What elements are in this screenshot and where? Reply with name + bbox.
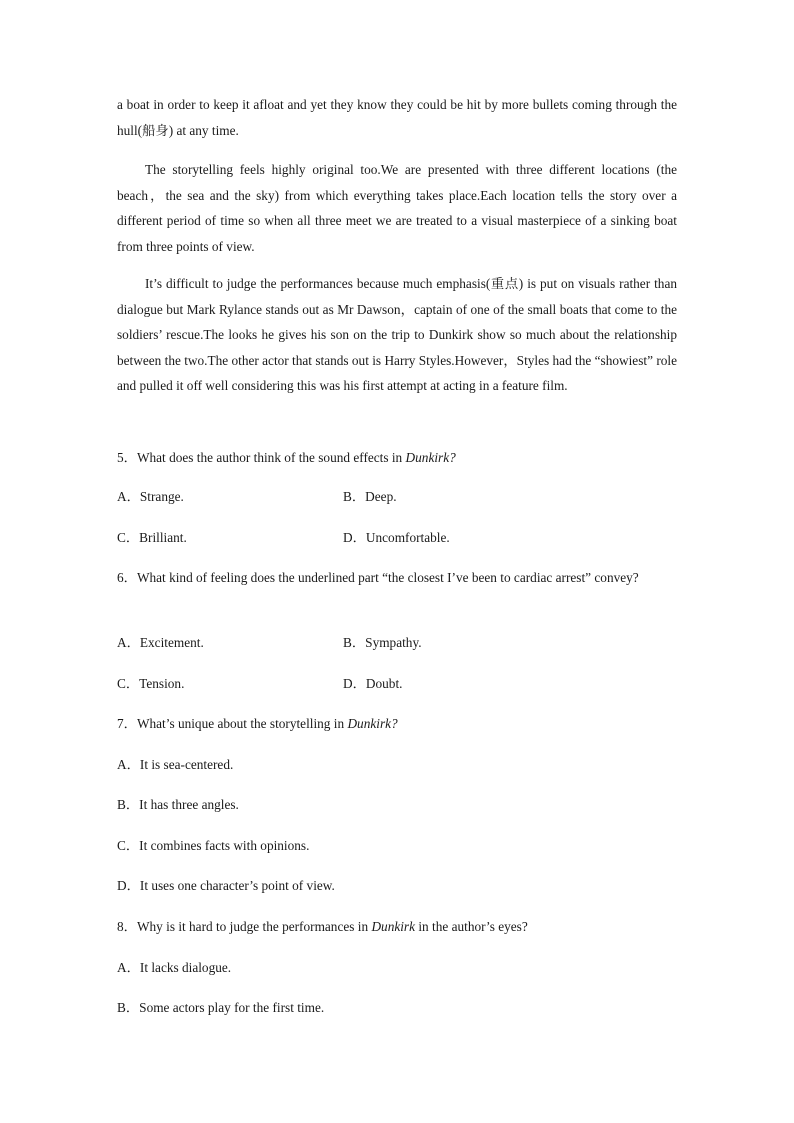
- passage-paragraph-1: a boat in order to keep it afloat and yet they know they could be hit by more bullets coming through the hull(船身) at any time.: [117, 97, 677, 138]
- passage-paragraph-2: The storytelling feels highly original too.We are presented with three different locations (the beach，the sea and the sky) from which everything takes place.Each location tells the story over a different period of time so when all three meet we are treated to a visual masterpiece of a sinking boat from three points of view.: [117, 162, 677, 254]
- question-7-option-b[interactable]: B．It has three angles.: [117, 797, 239, 812]
- question-6-stem: 6．What kind of feeling does the underlined part “the closest I’ve been to cardiac arrest” convey?: [117, 570, 639, 585]
- question-5-option-c[interactable]: C．Brilliant.: [117, 530, 187, 545]
- film-title: Dunkirk: [371, 919, 416, 934]
- question-5-option-d[interactable]: D．Uncomfortable.: [343, 530, 450, 545]
- question-7-stem: 7．What’s unique about the storytelling in Dunkirk?: [117, 716, 398, 731]
- question-7-option-c[interactable]: C．It combines facts with opinions.: [117, 838, 310, 853]
- question-6-option-c[interactable]: C．Tension.: [117, 676, 185, 691]
- question-number: 8．: [117, 919, 137, 934]
- passage-paragraph-3: It’s difficult to judge the performances because much emphasis(重点) is put on visuals rather than dialogue but Mark Rylance stands out as Mr Dawson，captain of one of the small boats that come to the soldiers’ rescue.The looks he gives his son on the trip to Dunkirk show so much about the relationship between the two.The other actor that stands out is Harry Styles.However，Styles had the “showiest” role and pulled it off well considering this was his first attempt at acting in a feature film.: [117, 276, 677, 393]
- question-7-option-a[interactable]: A．It is sea-centered.: [117, 757, 234, 772]
- question-8-stem: 8．Why is it hard to judge the performances in Dunkirk in the author’s eyes?: [117, 919, 528, 934]
- question-5-option-a[interactable]: A．Strange.: [117, 489, 184, 504]
- question-8-option-a[interactable]: A．It lacks dialogue.: [117, 960, 232, 975]
- question-5-stem: 5．What does the author think of the sound effects in Dunkirk?: [117, 450, 456, 465]
- question-6-option-d[interactable]: D．Doubt.: [343, 676, 403, 691]
- question-8-option-b[interactable]: B．Some actors play for the first time.: [117, 1000, 325, 1015]
- question-number: 6．: [117, 570, 137, 585]
- question-5-option-b[interactable]: B．Deep.: [343, 489, 397, 504]
- film-title: Dunkirk?: [347, 716, 398, 731]
- question-6-option-b[interactable]: B．Sympathy.: [343, 635, 422, 650]
- film-title: Dunkirk?: [405, 450, 456, 465]
- question-number: 5．: [117, 450, 137, 465]
- question-7-option-d[interactable]: D．It uses one character’s point of view.: [117, 878, 335, 893]
- question-number: 7．: [117, 716, 137, 731]
- question-6-option-a[interactable]: A．Excitement.: [117, 635, 204, 650]
